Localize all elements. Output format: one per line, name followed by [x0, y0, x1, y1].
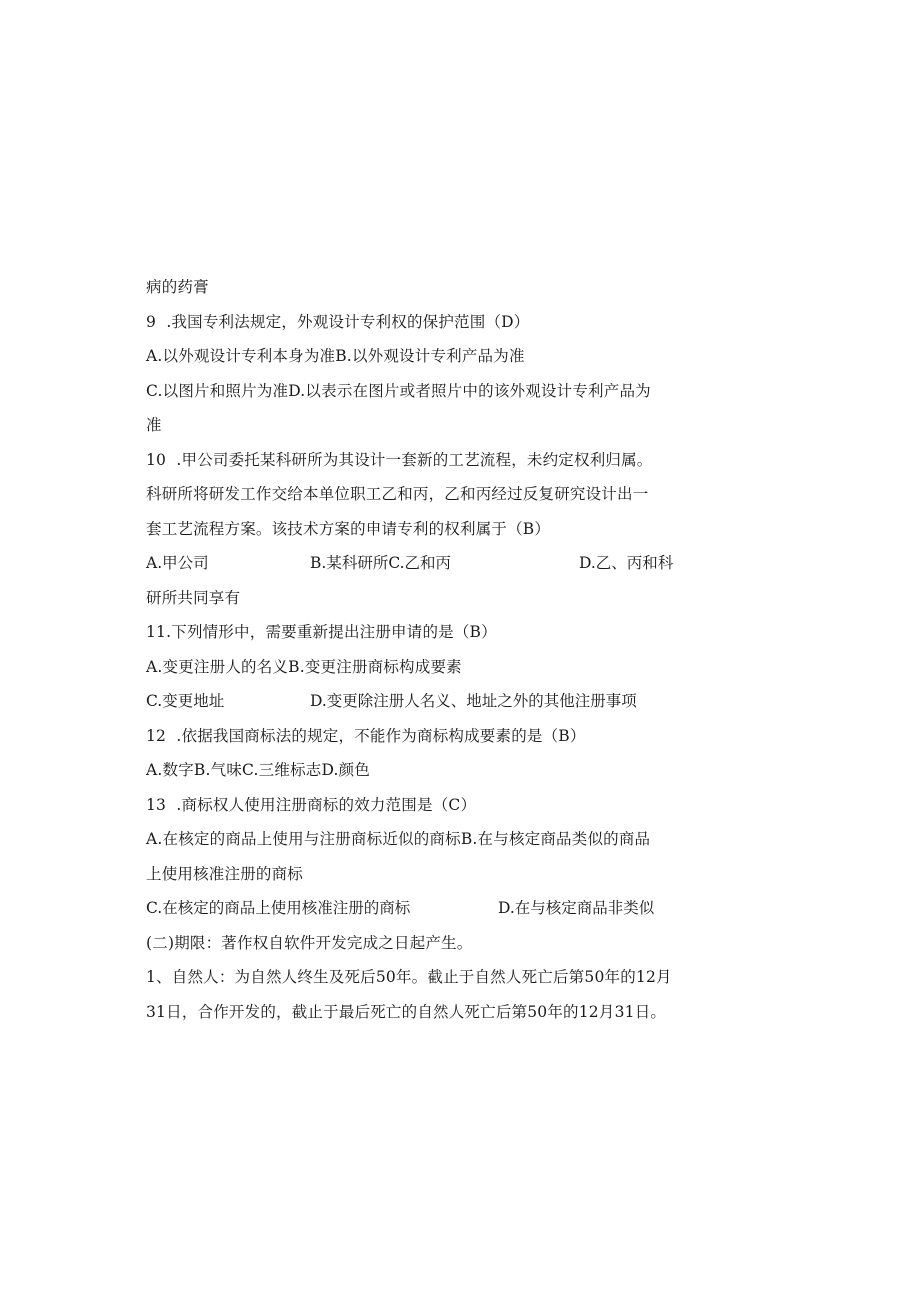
paragraph-line: 1、自然人：为自然人终生及死后50年。截止于自然人死亡后第50年的12月 [146, 968, 672, 986]
question-11: 11.下列情形中，需要重新提出注册申请的是（B） [146, 623, 497, 641]
question-10-options [146, 546, 706, 581]
option-c: C.变更地址 [146, 692, 225, 710]
question-10-cont: 套工艺流程方案。该技术方案的申请专利的权利属于（B） [146, 519, 551, 538]
question-13-options-ab: A.在核定的商品上使用与注册商标近似的商标B.在与核定商品类似的商品 [146, 830, 651, 848]
question-13-options-cd [146, 891, 706, 926]
option-c: C.在核定的商品上使用核准注册的商标 [146, 899, 411, 917]
option-d: D.乙、丙和科 [579, 554, 674, 572]
question-9: 9 .我国专利法规定，外观设计专利权的保护范围（D） [146, 312, 530, 331]
question-9-options-cd: C.以图片和照片为准D.以表示在图片或者照片中的该外观设计专利产品为 [146, 381, 651, 400]
question-12: 12 .依据我国商标法的规定，不能作为商标构成要素的是（B） [146, 726, 586, 745]
document-page [146, 270, 706, 1029]
question-11-options-ab: A.变更注册人的名义B.变更注册商标构成要素 [146, 657, 462, 676]
text-line: 研所共同享有 [146, 588, 241, 607]
question-13: 13 .商标权人使用注册商标的效力范围是（C） [146, 795, 477, 814]
text-line: 上使用核准注册的商标 [146, 864, 304, 883]
text-line: 病的药膏 [146, 278, 209, 296]
question-10: 10 .甲公司委托某科研所为其设计一套新的工艺流程，未约定权利归属。 [146, 450, 653, 469]
option-d: D.在与核定商品非类似 [498, 899, 655, 917]
question-9-options-ab: A.以外观设计专利本身为准B.以外观设计专利产品为准 [146, 347, 525, 365]
question-11-options-cd [146, 684, 706, 719]
question-10-cont: 科研所将研发工作交给本单位职工乙和丙，乙和丙经过反复研究设计出一 [146, 485, 649, 503]
paragraph-line: 31日，合作开发的，截止于最后死亡的自然人死亡后第50年的12月31日。 [146, 1002, 667, 1021]
option-a: A.甲公司 [146, 554, 209, 572]
section-heading: (二)期限：著作权自软件开发完成之日起产生。 [146, 933, 473, 952]
option-d: D.变更除注册人名义、地址之外的其他注册事项 [310, 692, 637, 710]
text-line: 准 [146, 416, 162, 434]
option-bc: B.某科研所C.乙和丙 [310, 554, 452, 572]
question-12-options: A.数字B.气味C.三维标志D.颜色 [146, 761, 371, 779]
